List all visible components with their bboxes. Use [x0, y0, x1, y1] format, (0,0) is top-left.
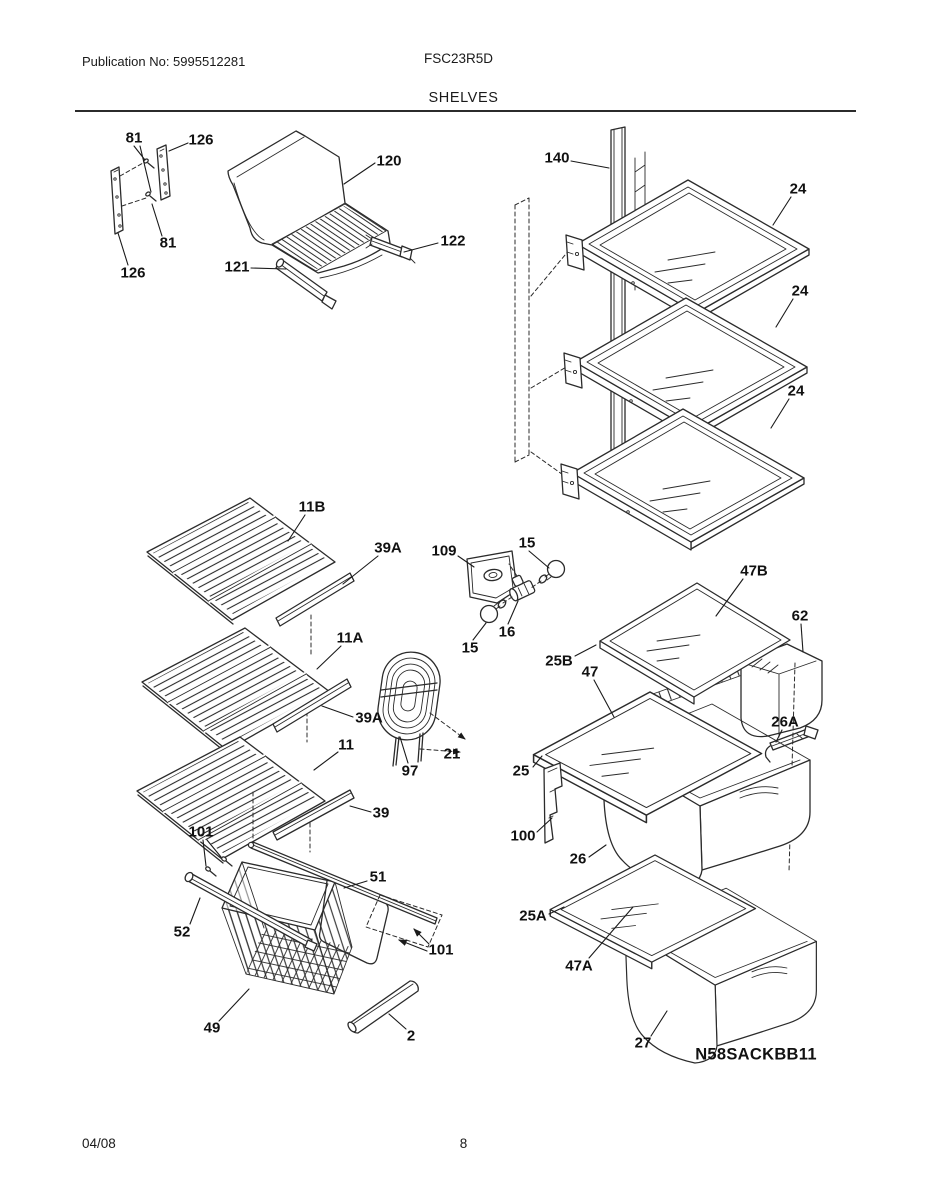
callout-21: 21	[443, 745, 461, 763]
callout-24: 24	[787, 382, 805, 400]
callout-49: 49	[203, 1019, 221, 1037]
trim-2-drawing	[346, 981, 418, 1033]
callout-11: 11	[338, 736, 354, 754]
callout-11B: 11B	[298, 498, 326, 516]
glass-shelves-24-drawing	[561, 180, 809, 550]
callout-51: 51	[369, 868, 387, 886]
callout-126: 126	[188, 131, 214, 149]
callout-120: 120	[376, 152, 402, 170]
callout-81: 81	[125, 129, 143, 147]
callout-100: 100	[510, 827, 536, 845]
callout-52: 52	[173, 923, 191, 941]
coil-97-drawing	[374, 648, 465, 766]
footer-date: 04/08	[82, 1136, 116, 1151]
callout-N58SACKBB11: N58SACKBB11	[695, 1045, 817, 1064]
callout-140: 140	[544, 149, 570, 167]
glass-47A-drawing	[550, 855, 755, 969]
shelf-120-drawing	[228, 131, 415, 309]
callout-39A: 39A	[355, 709, 383, 727]
rail-140-drawing	[515, 127, 645, 490]
callout-16: 16	[498, 623, 516, 641]
callout-11A: 11A	[336, 629, 364, 647]
callout-101: 101	[188, 823, 214, 841]
footer-page-number: 8	[459, 1136, 468, 1151]
callout-109: 109	[431, 542, 457, 560]
callout-15: 15	[518, 534, 536, 552]
callout-122: 122	[440, 232, 466, 250]
lower-drawer-drawing	[550, 855, 816, 1063]
callout-25: 25	[512, 762, 530, 780]
callout-39: 39	[372, 804, 390, 822]
model-number: FSC23R5D	[424, 51, 494, 66]
basket-assembly-drawing	[184, 842, 442, 1033]
callout-81: 81	[159, 234, 177, 252]
callout-101: 101	[428, 941, 454, 959]
callout-24: 24	[789, 180, 807, 198]
bracket-kit-drawing	[111, 145, 170, 234]
publication-number: Publication No: 5995512281	[82, 54, 246, 69]
callout-15: 15	[461, 639, 479, 657]
callout-126: 126	[120, 264, 146, 282]
callout-25B: 25B	[545, 652, 573, 670]
callout-47B: 47B	[740, 562, 768, 580]
callout-25A: 25A	[519, 907, 547, 925]
page-title: SHELVES	[428, 90, 499, 106]
callout-47: 47	[581, 663, 599, 681]
callout-2: 2	[406, 1027, 416, 1045]
callout-26: 26	[569, 850, 587, 868]
callout-47A: 47A	[565, 957, 593, 975]
bracket-100-drawing	[544, 763, 562, 843]
callout-97: 97	[401, 762, 419, 780]
light-assembly-drawing	[467, 551, 565, 623]
callout-39A: 39A	[374, 539, 402, 557]
callout-121: 121	[224, 258, 250, 276]
callout-27: 27	[634, 1034, 652, 1052]
callout-26A: 26A	[771, 713, 799, 731]
callout-24: 24	[791, 282, 809, 300]
wire-shelves-drawing	[137, 498, 354, 863]
callout-62: 62	[791, 607, 809, 625]
